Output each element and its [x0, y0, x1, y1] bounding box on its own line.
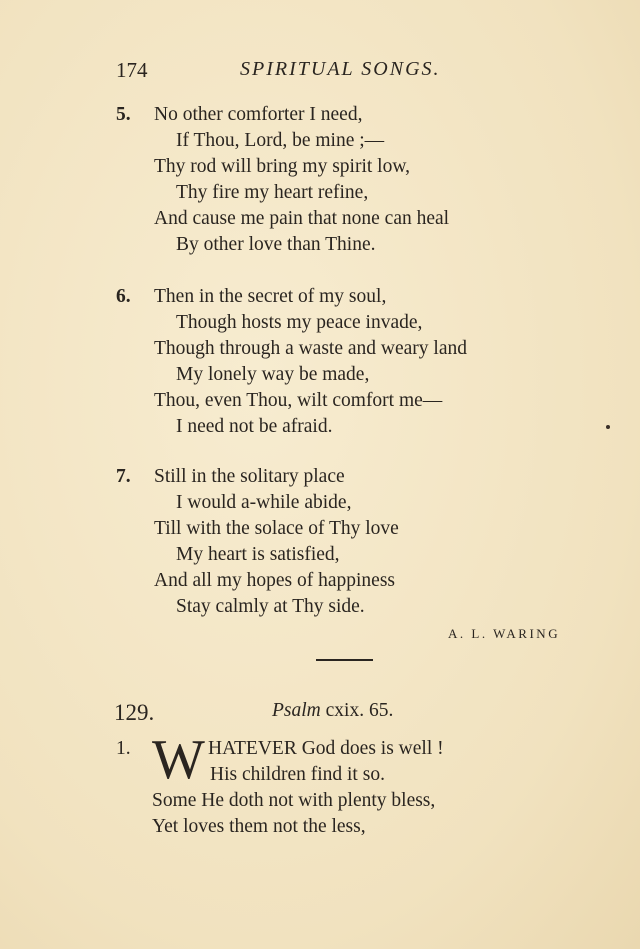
verse-line: Till with the solace of Thy love [154, 518, 399, 539]
verse-line: Thy fire my heart refine, [176, 182, 369, 203]
running-head: SPIRITUAL SONGS. [240, 58, 441, 80]
section-divider [316, 659, 373, 661]
drop-cap: W [152, 729, 205, 791]
verse-line: No other comforter I need, [154, 104, 363, 125]
psalm-citation: cxix. 65. [325, 700, 394, 721]
verse-line: I need not be afraid. [176, 416, 333, 437]
verse-line: My lonely way be made, [176, 364, 370, 385]
verse-line: Then in the secret of my soul, [154, 286, 387, 307]
verse-line: Though through a waste and weary land [154, 338, 467, 359]
verse-line: My heart is satisfied, [176, 544, 340, 565]
verse-line: By other love than Thine. [176, 234, 376, 255]
verse-line: Still in the solitary place [154, 466, 345, 487]
verse-line: Though hosts my peace invade, [176, 312, 423, 333]
verse-line: If Thou, Lord, be mine ;— [176, 130, 385, 151]
verse-line: Thy rod will bring my spirit low, [154, 156, 411, 177]
ink-speck [606, 425, 610, 429]
author-attribution: A. L. WARING [448, 626, 561, 641]
stanza-number: 1. [116, 738, 131, 759]
hymn-number: 129. [114, 700, 155, 725]
verse-line: Thou, even Thou, wilt comfort me— [154, 390, 443, 411]
verse-line: Some He doth not with plenty bless, [152, 790, 436, 811]
verse-line: His children find it so. [210, 764, 385, 785]
page-header [0, 56, 640, 86]
stanza-number: 6. [116, 286, 131, 307]
verse-line: I would a-while abide, [176, 492, 352, 513]
psalm-reference [272, 700, 393, 722]
verse-line: And cause me pain that none can heal [154, 208, 450, 229]
stanza-number: 7. [116, 466, 131, 487]
verse-line: Stay calmly at Thy side. [176, 596, 365, 617]
psalm-word: Psalm [272, 700, 321, 721]
stanza-number: 5. [116, 104, 131, 125]
verse-line: And all my hopes of happiness [154, 570, 396, 591]
verse-line: Yet loves them not the less, [152, 816, 366, 837]
verse-line: HATEVER God does is well ! [208, 738, 444, 759]
page-number: 174 [116, 58, 148, 82]
